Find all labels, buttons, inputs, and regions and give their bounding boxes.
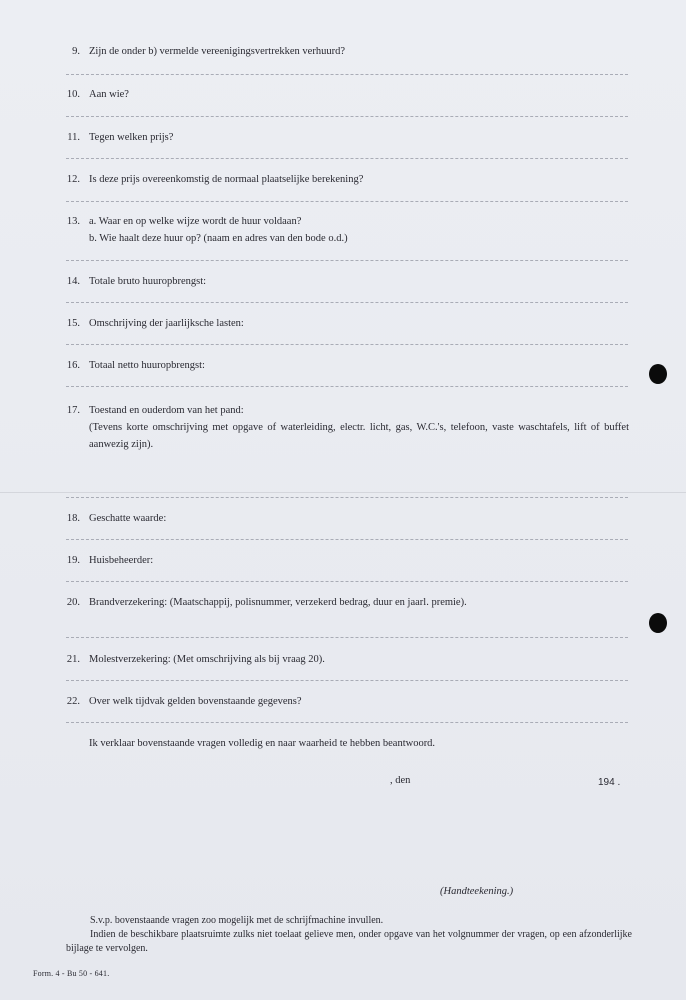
question-number: 11. [67,132,80,143]
answer-line-14[interactable] [66,302,628,303]
declaration-text: Ik verklaar bovenstaande vragen volledig en naar waarheid te hebben beantwoord. [89,738,436,749]
note-typewriter: S.v.p. bovenstaande vragen zoo mogelijk met de schrijfmachine invullen. [90,915,384,926]
answer-line-10[interactable] [66,116,628,117]
question-text: Over welk tijdvak gelden bovenstaande gegevens? [89,696,302,707]
date-den-label: , den [390,775,411,786]
question-text: Geschatte waarde: [89,513,167,524]
answer-line-15[interactable] [66,344,628,345]
question-number: 18. [66,513,80,524]
answer-line-22[interactable] [66,722,628,723]
answer-line-21[interactable] [66,680,628,681]
note-extra-page: Indien de beschikbare plaatsruimte zulks niet toelaat gelieve men, onder opgave van het volgnummer der vragen, op een afzonderlijke bijlage te vervolgen. [66,929,632,954]
question-number: 10. [66,89,80,100]
answer-line-13[interactable] [66,260,628,261]
question-number: 9. [72,46,80,57]
question-number: 21. [66,654,80,665]
question-text: Toestand en ouderdom van het pand: [89,405,244,416]
question-text: Molestverzekering: (Met omschrijving als bij vraag 20). [89,654,325,665]
question-number: 16. [66,360,80,371]
form-code: Form. 4 - Bu 50 - 641. [33,969,110,978]
question-number: 22. [66,696,80,707]
question-text: Omschrijving der jaarlijksche lasten: [89,318,244,329]
question-number: 20. [66,597,80,608]
question-number: 13. [66,216,80,227]
question-subtext: (Tevens korte omschrijving met opgave of waterleiding, electr. licht, gas, W.C.'s, telefoon, vaste waschtafels, lift of buffet aanwezig zijn). [89,422,629,450]
question-text: Totale bruto huuropbrengst: [89,276,207,287]
answer-line-18[interactable] [66,539,628,540]
question-number: 19. [66,555,80,566]
question-text-a: a. Waar en op welke wijze wordt de huur voldaan? [89,216,302,227]
question-text: Is deze prijs overeenkomstig de normaal plaatselijke berekening? [89,174,364,185]
question-text: Totaal netto huuropbrengst: [89,360,205,371]
answer-line-20[interactable] [66,637,628,638]
question-text: Aan wie? [89,89,129,100]
question-number: 14. [66,276,80,287]
answer-line-11[interactable] [66,158,628,159]
question-number: 17. [66,405,80,416]
signature-label: (Handteekening.) [440,886,514,897]
answer-line-17[interactable] [66,497,628,498]
answer-line-12[interactable] [66,201,628,202]
answer-line-16[interactable] [66,386,628,387]
question-text: Zijn de onder b) vermelde vereenigingsvertrekken verhuurd? [89,46,345,57]
paper-fold [0,492,686,493]
question-text: Tegen welken prijs? [89,132,174,143]
answer-line-9[interactable] [66,74,628,75]
question-number: 12. [66,174,80,185]
date-year-label: 194 . [598,777,621,788]
question-text: Huisbeheerder: [89,555,154,566]
question-number: 15. [66,318,80,329]
question-text: Brandverzekering: (Maatschappij, polisnummer, verzekerd bedrag, duur en jaarl. premie). [89,597,467,608]
question-text-b: b. Wie haalt deze huur op? (naam en adres van den bode o.d.) [89,233,348,244]
punch-hole-bottom [649,613,667,633]
answer-line-19[interactable] [66,581,628,582]
punch-hole-top [649,364,667,384]
